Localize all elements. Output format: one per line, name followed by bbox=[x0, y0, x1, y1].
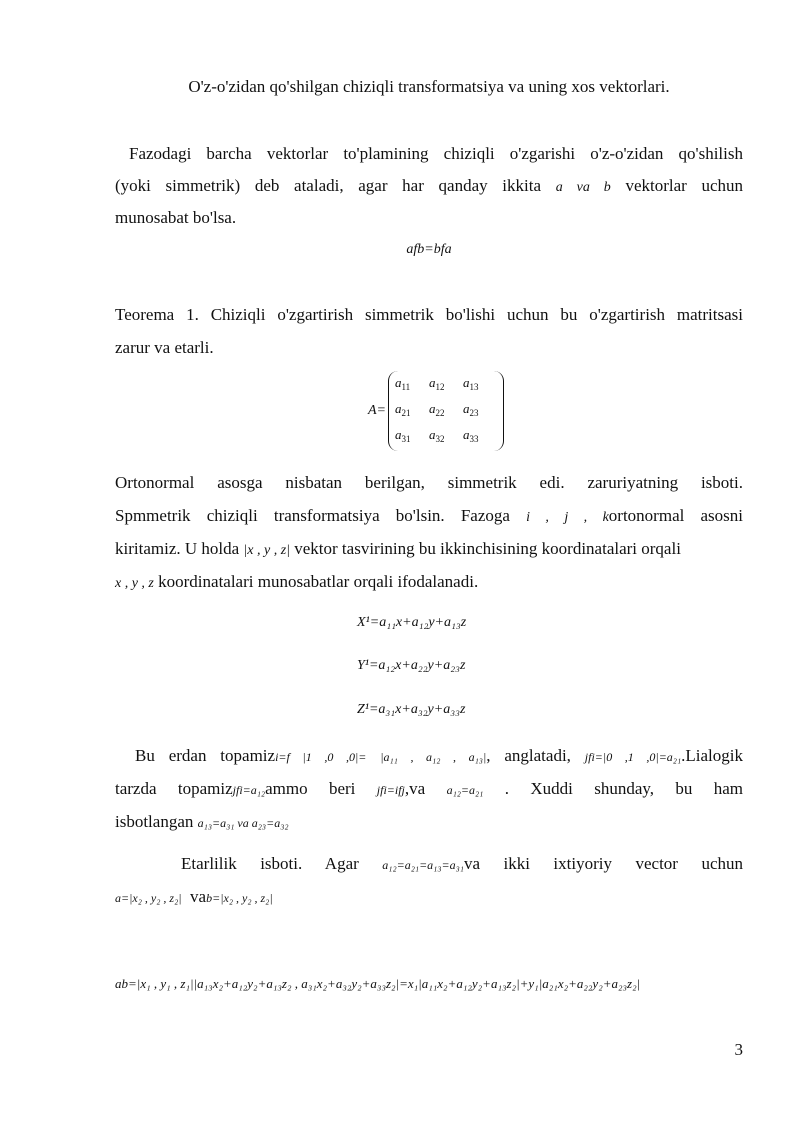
matrix-a bbox=[388, 371, 504, 451]
p4-text-c: va bbox=[190, 887, 207, 906]
p2-text-d: vektor tasvirining bu ikkinchisining koordinatalari orqali bbox=[294, 539, 681, 558]
p3-math-1: i=f |1 ,0 ,0|= bbox=[275, 750, 367, 764]
p3-text-h: isbotlangan bbox=[115, 812, 194, 831]
p3-math-6: a₁₂=a₂₁ bbox=[446, 783, 484, 797]
p3-text-b: , anglatadi, bbox=[486, 746, 571, 765]
matrix-cell: $a_{32}$ bbox=[429, 427, 445, 444]
p4-math-1: a₁₂=a₂₁=a₁₃=a₃₁ bbox=[382, 858, 464, 872]
p3-text-c: .Lialogik bbox=[681, 746, 744, 765]
p4-math-3: b=|x₂ , y₂ , z₂| bbox=[206, 891, 273, 905]
matrix-cell: $a_{33}$ bbox=[463, 427, 479, 444]
matrix-cell: $a_{13}$ bbox=[463, 375, 479, 392]
p3-text-g: . Xuddi shunday, bu ham bbox=[504, 779, 744, 798]
page-number: 3 bbox=[734, 1040, 743, 1059]
paragraph-3-line-2 bbox=[115, 778, 743, 801]
matrix-cell: $a_{11}$ bbox=[395, 375, 411, 392]
paragraph-2-line-1: Ortonormal asosga nisbatan berilgan, simmetrik edi. zaruriyatning isboti. bbox=[115, 473, 743, 492]
paragraph-3-line-1 bbox=[115, 745, 743, 768]
matrix-lhs: A= bbox=[368, 403, 386, 418]
p1-math-avb: a va b bbox=[555, 180, 611, 195]
p4-text-a: Etarlilik isboti. Agar bbox=[181, 854, 359, 873]
paragraph-4-line-1 bbox=[115, 853, 743, 876]
p4-math-2: a=|x₂ , y₂ , z₂| bbox=[115, 891, 182, 905]
equation-y: Y¹=a₁₂x+a₂₂y+a₂₃z bbox=[357, 658, 466, 673]
paragraph-2-line-4 bbox=[115, 571, 743, 595]
p2-text-c: kiritamiz. U holda bbox=[115, 539, 240, 558]
page-title: O'z-o'zidan qo'shilgan chiziqli transformatsiya va uning xos vektorlari. bbox=[188, 77, 670, 96]
p3-math-7: a₁₃=a₃₁ va a₂₃=a₃₂ bbox=[197, 816, 289, 830]
theorem-line-1: Teorema 1. Chiziqli o'zgartirish simmetrik bo'lishi uchun bu o'zgartirish matritsasi bbox=[115, 305, 743, 324]
matrix-cell: $a_{22}$ bbox=[429, 401, 445, 418]
p3-math-4: jfi=a₁₂ bbox=[232, 783, 266, 797]
p2-text-e: koordinatalari munosabatlar orqali ifodalanadi. bbox=[158, 572, 479, 591]
paragraph-1-line-2 bbox=[115, 175, 743, 199]
theorem-line-2: zarur va etarli. bbox=[115, 338, 214, 357]
p3-text-e: ammo beri bbox=[265, 779, 356, 798]
p3-math-3: jfi=|0 ,1 ,0|=a₂₁ bbox=[584, 750, 682, 764]
long-formula-ab: ab=|x₁ , y₁ , z₁||a₁₃x₂+a₁₂y₂+a₁₃z₂ , a₃₁x₂+a₃₂y₂+a₃₃z₂|=x₁|a₁₁x₂+a₁₂y₂+a₁₃z₂|+y₁|a₂₁x₂+a₂₂y₂+a₂₃z₂| bbox=[115, 976, 641, 991]
equation-z: Z¹=a₃₁x+a₃₂y+a₃₃z bbox=[357, 702, 466, 717]
matrix-equation bbox=[368, 376, 504, 446]
matrix-cell: $a_{12}$ bbox=[429, 375, 445, 392]
p1-text-a: (yoki simmetrik) deb ataladi, agar har qanday ikkita bbox=[115, 176, 542, 195]
p3-text-f: ,va bbox=[404, 779, 426, 798]
p3-math-5: jfi=ifj bbox=[376, 783, 405, 797]
p2-math-ijk: i , j , k bbox=[526, 510, 609, 525]
paragraph-1-line-3: munosabat bo'lsa. bbox=[115, 208, 237, 227]
paragraph-2-line-3 bbox=[115, 538, 743, 562]
paragraph-2-line-2 bbox=[115, 505, 743, 529]
p2-text-b: ortonormal asosni bbox=[608, 506, 744, 525]
p2-math-xyz-2: x , y , z bbox=[115, 576, 154, 591]
matrix-cell: $a_{31}$ bbox=[395, 427, 411, 444]
p3-math-2: |a₁₁ , a₁₂ , a₁₃| bbox=[380, 750, 487, 764]
matrix-cell: $a_{23}$ bbox=[463, 401, 479, 418]
formula-afb: afb=bfa bbox=[406, 242, 452, 257]
p2-math-xyz: |x , y , z| bbox=[243, 543, 290, 558]
equation-x: X¹=a₁₁x+a₁₂y+a₁₃z bbox=[357, 615, 467, 630]
matrix-cell: $a_{21}$ bbox=[395, 401, 411, 418]
p3-text-a: Bu erdan topamiz bbox=[135, 746, 276, 765]
p1-text-b: vektorlar uchun bbox=[625, 176, 744, 195]
paragraph-1-line-1: Fazodagi barcha vektorlar to'plamining chiziqli o'zgarishi o'z-o'zidan qo'shilish bbox=[129, 144, 743, 163]
p4-text-b: va ikki ixtiyoriy vector uchun bbox=[463, 854, 743, 873]
p3-text-d: tarzda topamiz bbox=[115, 779, 233, 798]
paragraph-3-line-3 bbox=[115, 811, 743, 834]
p2-text-a: Spmmetrik chiziqli transformatsiya bo'lsin. Fazoga bbox=[115, 506, 510, 525]
paragraph-4-line-2 bbox=[115, 886, 743, 909]
